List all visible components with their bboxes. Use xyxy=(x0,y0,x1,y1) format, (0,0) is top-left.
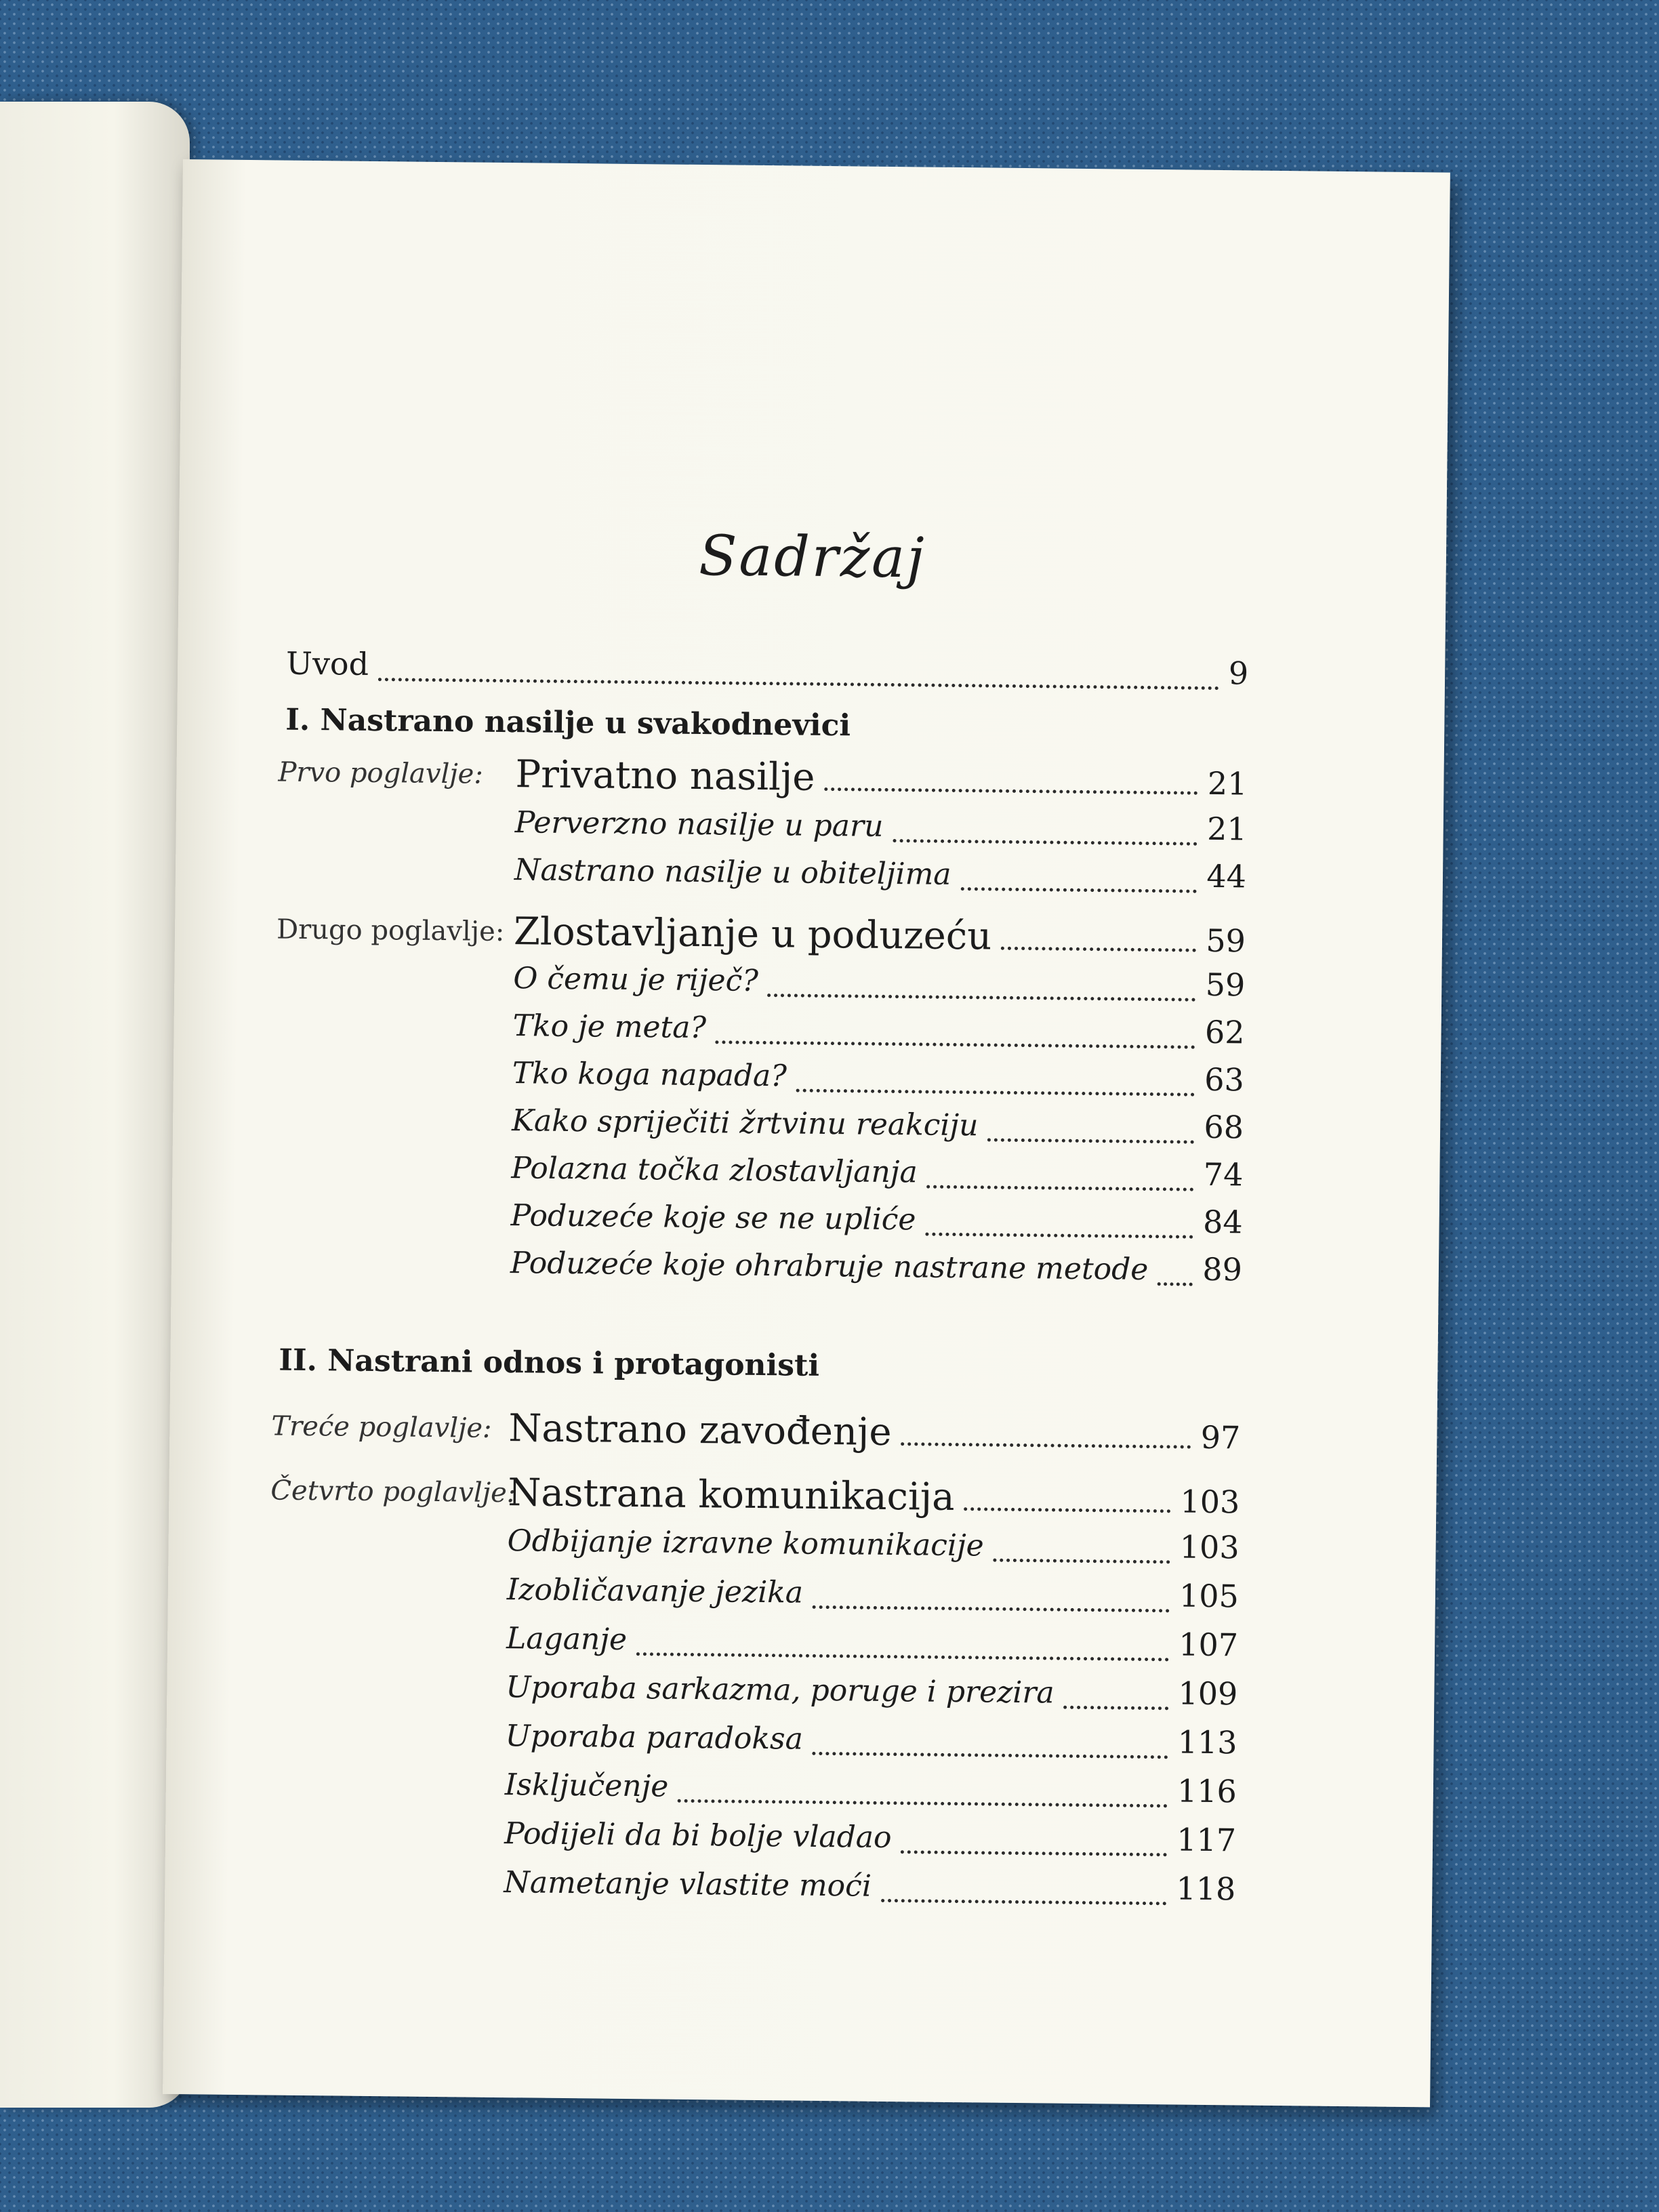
leader-dots xyxy=(716,1040,1195,1048)
section-heading-2: II. Nastrani odnos i protagonisti xyxy=(279,1343,820,1383)
chapter-tag: Treće poglavlje: xyxy=(271,1410,492,1444)
page-title: Sadržaj xyxy=(698,524,927,591)
leader-dots xyxy=(881,1898,1167,1905)
leader-dots xyxy=(768,993,1196,1002)
toc-subentry xyxy=(510,1196,1243,1251)
chapter-tag: Drugo poglavlje: xyxy=(276,914,505,948)
toc-subentry xyxy=(513,959,1246,1014)
toc-chapter xyxy=(514,909,1246,964)
toc-subentry-label: Poduzeće koje se ne upliće xyxy=(510,1198,916,1237)
leader-dots xyxy=(378,677,1219,690)
toc-subentry-label: Tko koga napada? xyxy=(512,1056,787,1094)
toc-page-number: 74 xyxy=(1203,1155,1244,1193)
leader-dots xyxy=(1158,1282,1193,1286)
toc-page-number: 105 xyxy=(1179,1577,1240,1615)
toc-page-number: 107 xyxy=(1179,1626,1239,1664)
toc-page-number: 103 xyxy=(1179,1528,1240,1566)
leader-dots xyxy=(813,1751,1168,1759)
toc-subentry-label: Uporaba sarkazma, poruge i prezira xyxy=(506,1670,1054,1711)
left-page-edge xyxy=(0,102,190,2108)
toc-subentry xyxy=(512,1054,1244,1109)
toc-chapter-title: Nastrano zavođenje xyxy=(508,1406,892,1455)
toc-page-number: 89 xyxy=(1202,1250,1243,1288)
toc-subentry-label: O čemu je riječ? xyxy=(513,961,759,998)
toc-subentry-label: Uporaba paradoksa xyxy=(505,1719,804,1757)
toc-subentry-label: Polazna točka zlostavljanja xyxy=(511,1151,918,1190)
leader-dots xyxy=(893,838,1197,846)
toc-subentry-label: Kako spriječiti žrtvinu reakciju xyxy=(511,1103,979,1143)
toc-subentry xyxy=(506,1668,1238,1723)
toc-subentry-label: Laganje xyxy=(506,1621,628,1657)
toc-page-number: 21 xyxy=(1207,764,1248,802)
toc-page-number: 113 xyxy=(1177,1723,1237,1761)
leader-dots xyxy=(901,1849,1167,1856)
toc-subentry xyxy=(504,1863,1236,1918)
toc-subentry xyxy=(506,1570,1239,1625)
leader-dots xyxy=(824,787,1198,795)
toc-page-number: 116 xyxy=(1176,1772,1237,1810)
toc-page-number: 62 xyxy=(1204,1013,1245,1051)
leader-dots xyxy=(1063,1705,1168,1711)
toc-subentry xyxy=(504,1765,1237,1820)
toc-page-number: 68 xyxy=(1204,1108,1244,1146)
leader-dots xyxy=(926,1185,1193,1191)
toc-chapter xyxy=(508,1471,1240,1525)
toc-subentry-label: Nametanje vlastite moći xyxy=(504,1865,872,1904)
chapter-tag: Četvrto poglavlje: xyxy=(270,1475,516,1509)
leader-dots xyxy=(678,1799,1168,1808)
toc-subentry xyxy=(505,1717,1237,1771)
leader-dots xyxy=(1001,946,1196,952)
toc-page-number: 63 xyxy=(1204,1061,1245,1099)
toc-page-number: 9 xyxy=(1228,655,1249,692)
toc-subentry-label: Nastrano nasilje u obiteljima xyxy=(514,853,951,892)
toc-subentry-label: Izobličavanje jezika xyxy=(506,1572,804,1610)
toc-chapter-title: Privatno nasilje xyxy=(515,752,815,800)
toc-subentry xyxy=(514,803,1247,858)
toc-page-number: 109 xyxy=(1178,1675,1238,1713)
toc-page-number: 117 xyxy=(1176,1821,1237,1859)
toc-subentry xyxy=(507,1521,1240,1576)
toc-subentry xyxy=(512,1101,1244,1156)
toc-subentry-label: Tko je meta? xyxy=(512,1008,707,1046)
toc-subentry xyxy=(511,1149,1244,1204)
leader-dots xyxy=(813,1605,1170,1613)
leader-dots xyxy=(796,1088,1195,1097)
toc-page-number: 103 xyxy=(1180,1483,1240,1521)
toc-entry-label: Uvod xyxy=(285,644,369,682)
toc-subentry xyxy=(506,1619,1239,1674)
chapter-tag: Prvo poglavlje: xyxy=(278,756,484,790)
toc-chapter-title: Zlostavljanje u poduzeću xyxy=(513,909,992,959)
leader-dots xyxy=(636,1652,1169,1661)
leader-dots xyxy=(964,1507,1170,1513)
book-page xyxy=(163,159,1450,2107)
leader-dots xyxy=(925,1232,1193,1239)
leader-dots xyxy=(993,1558,1170,1564)
toc-subentry-label: Odbijanje izravne komunikacije xyxy=(507,1523,984,1563)
toc-subentry-label: Isključenje xyxy=(504,1767,669,1804)
toc-subentry xyxy=(510,1244,1243,1298)
leader-dots xyxy=(987,1138,1194,1144)
leader-dots xyxy=(960,886,1197,893)
toc-subentry-label: Perverzno nasilje u paru xyxy=(514,805,884,844)
toc-page-number: 59 xyxy=(1206,922,1246,960)
leader-dots xyxy=(901,1441,1191,1448)
toc-chapter-title: Nastrana komunikacija xyxy=(508,1471,955,1520)
toc-subentry xyxy=(504,1814,1237,1869)
section-heading-1: I. Nastrano nasilje u svakodnevici xyxy=(285,702,851,743)
toc-page-number: 97 xyxy=(1200,1418,1241,1456)
toc-subentry-label: Poduzeće koje ohrabruje nastrane metode xyxy=(510,1246,1149,1288)
toc-chapter xyxy=(515,752,1248,807)
toc-subentry xyxy=(512,1006,1245,1061)
toc-page-number: 21 xyxy=(1206,810,1248,848)
toc-page-number: 118 xyxy=(1176,1870,1236,1908)
toc-entry-intro xyxy=(286,645,1249,703)
toc-page-number: 44 xyxy=(1206,857,1247,895)
toc-subentry xyxy=(514,851,1247,905)
toc-subentry-label: Podijeli da bi bolje vladao xyxy=(504,1816,892,1856)
toc-chapter xyxy=(508,1406,1241,1461)
toc-page-number: 84 xyxy=(1202,1203,1243,1241)
toc-page-number: 59 xyxy=(1205,966,1246,1004)
